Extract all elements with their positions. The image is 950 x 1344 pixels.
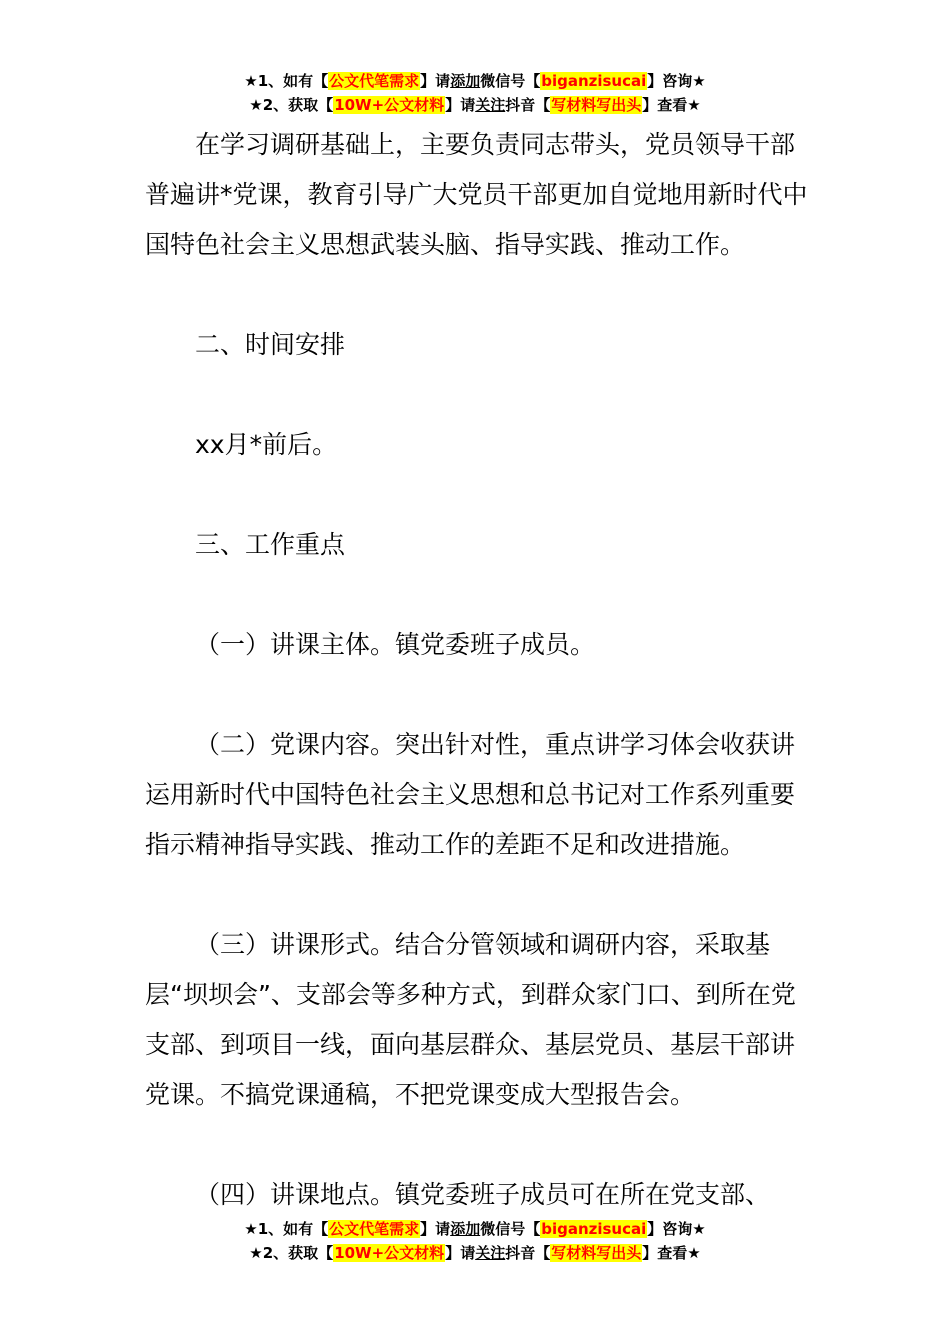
- banner-underlined-text: 关注: [475, 96, 506, 114]
- banner-highlight: biganzisucai: [541, 1220, 647, 1238]
- paragraph-spacer: [145, 470, 810, 520]
- banner-text: 】查看★: [642, 1244, 701, 1262]
- banner-line-1: [0, 1217, 950, 1241]
- paragraph-spacer: [145, 870, 810, 920]
- paragraph-schedule: xx月*前后。: [195, 430, 338, 459]
- section-heading-priorities: 三、工作重点: [195, 530, 346, 559]
- banner-text: 】请: [420, 72, 451, 90]
- paragraph-spacer: [145, 570, 810, 620]
- banner-text: ★1、如有【: [244, 72, 329, 90]
- banner-highlight: 公文代笔需求: [329, 72, 420, 90]
- banner-text: 微信号【: [480, 1220, 541, 1238]
- banner-text: 】请: [445, 1244, 476, 1262]
- paragraph-item-3: （三）讲课形式。结合分管领域和调研内容，采取基层“坝坝会”、支部会等多种方式，到群众家门口、到所在党支部、到项目一线，面向基层群众、基层党员、基层干部讲党课。不搞党课通稿，不把党课变成大型报告会。: [145, 930, 796, 1109]
- banner-text: 微信号【: [480, 72, 541, 90]
- paragraph-item-1: （一）讲课主体。镇党委班子成员。: [195, 630, 596, 659]
- banner-highlight: 写材料写出头: [551, 1244, 642, 1262]
- banner-text: 】查看★: [642, 96, 701, 114]
- banner-line-2: [0, 93, 950, 117]
- paragraph-spacer: [145, 370, 810, 420]
- banner-text: ★2、获取【: [249, 1244, 334, 1262]
- banner-text: 】请: [445, 96, 476, 114]
- paragraph-item-2: （二）党课内容。突出针对性，重点讲学习体会收获讲运用新时代中国特色社会主义思想和总书记对工作系列重要指示精神指导实践、推动工作的差距不足和改进措施。: [145, 730, 796, 859]
- banner-highlight: biganzisucai: [541, 72, 647, 90]
- document-body: [145, 120, 810, 1220]
- banner-text: ★2、获取【: [249, 96, 334, 114]
- banner-underlined-text: 添加: [450, 72, 481, 90]
- banner-line-1: [0, 69, 950, 93]
- paragraph-spacer: [145, 270, 810, 320]
- banner-highlight: 公文代笔需求: [329, 1220, 420, 1238]
- header-banner: [0, 69, 950, 117]
- banner-text: 】咨询★: [647, 72, 706, 90]
- banner-highlight: 10W+公文材料: [334, 1244, 445, 1262]
- banner-text: 抖音【: [505, 1244, 551, 1262]
- paragraph-item-4: （四）讲课地点。镇党委班子成员可在所在党支部、: [195, 1180, 771, 1209]
- banner-text: 】请: [420, 1220, 451, 1238]
- banner-text: 】咨询★: [647, 1220, 706, 1238]
- banner-underlined-text: 关注: [475, 1244, 506, 1262]
- section-heading-schedule: 二、时间安排: [195, 330, 346, 359]
- banner-underlined-text: 添加: [450, 1220, 481, 1238]
- banner-highlight: 10W+公文材料: [334, 96, 445, 114]
- banner-line-2: [0, 1241, 950, 1265]
- banner-highlight: 写材料写出头: [551, 96, 642, 114]
- paragraph-spacer: [145, 1120, 810, 1170]
- paragraph-intro: 在学习调研基础上，主要负责同志带头，党员领导干部普遍讲*党课，教育引导广大党员干部更加自觉地用新时代中国特色社会主义思想武装头脑、指导实践、推动工作。: [145, 130, 808, 259]
- footer-banner: [0, 1217, 950, 1265]
- banner-text: 抖音【: [505, 96, 551, 114]
- banner-text: ★1、如有【: [244, 1220, 329, 1238]
- paragraph-spacer: [145, 670, 810, 720]
